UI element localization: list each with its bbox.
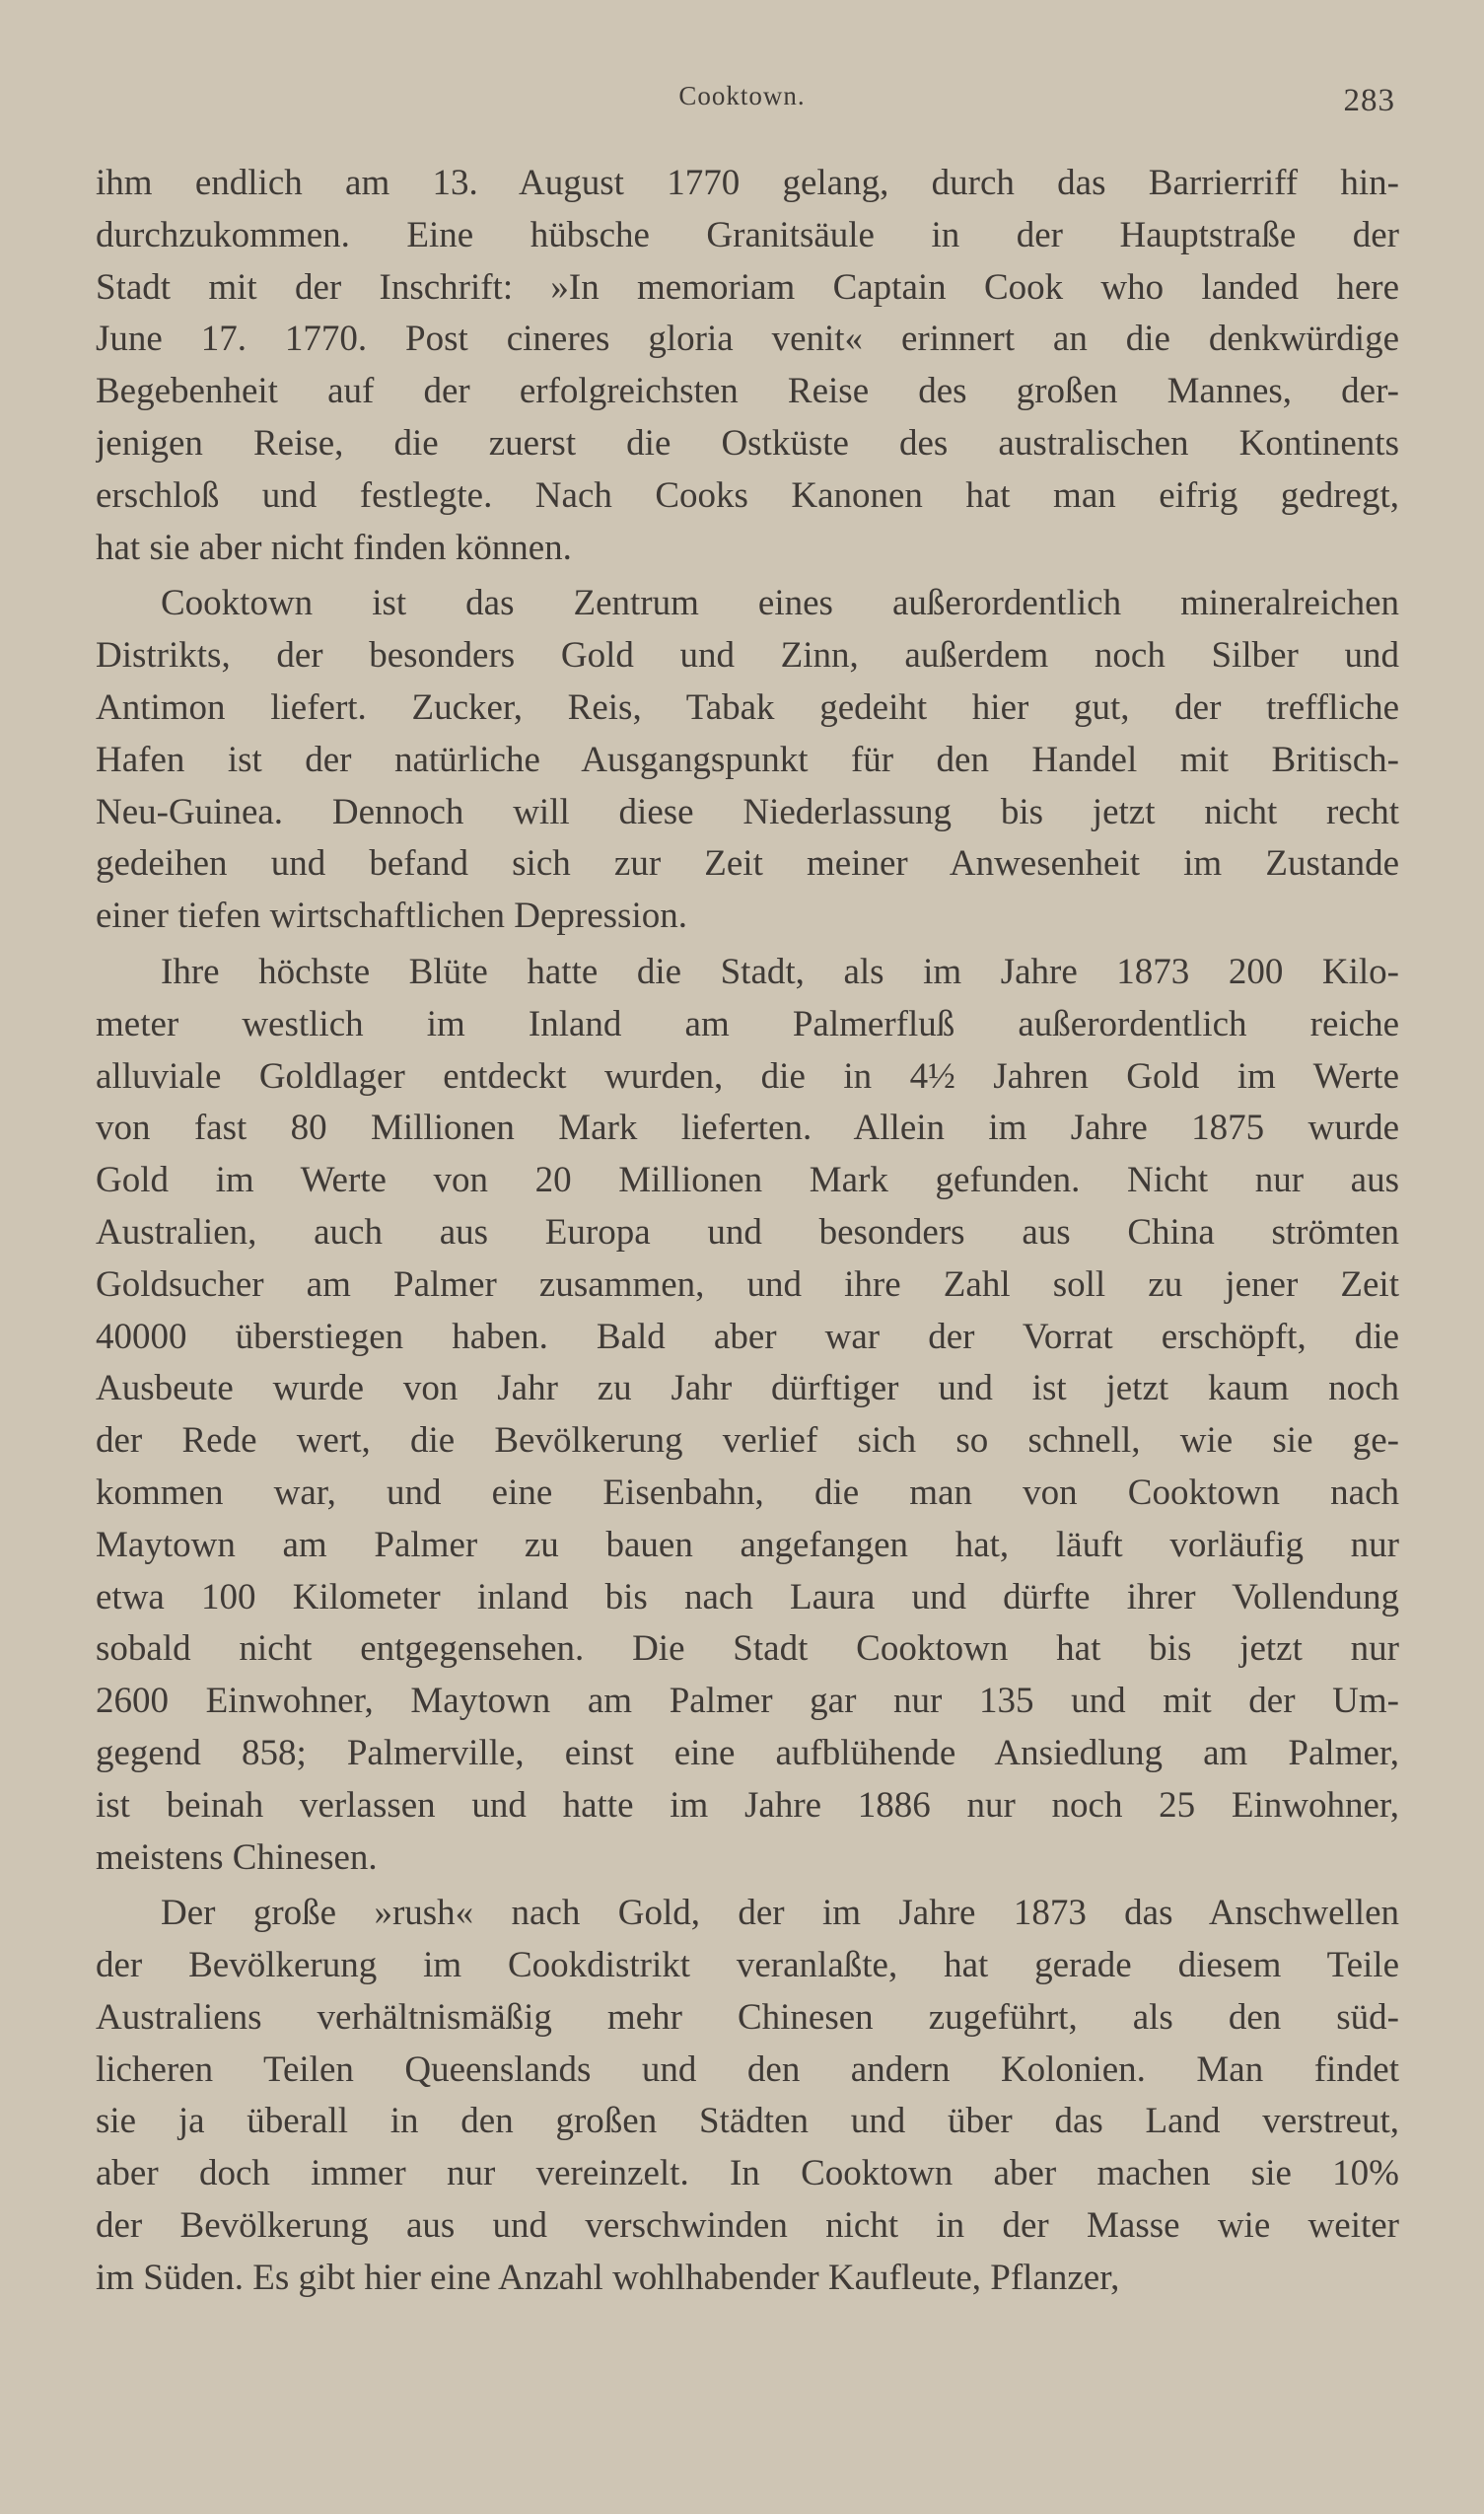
running-title: Cooktown. xyxy=(678,81,806,110)
text-line: aber doch immer nur vereinzelt. In Cooktown aber machen sie 10% xyxy=(96,2153,1399,2194)
text-line: licheren Teilen Queenslands und den andern Kolonien. Man findet xyxy=(96,2048,1399,2090)
text-line: Cooktown ist das Zentrum eines außerordentlich mineralreichen xyxy=(161,583,1399,624)
text-line: im Süden. Es gibt hier eine Anzahl wohlhabender Kaufleute, Pflanzer, xyxy=(96,2257,1120,2298)
text-line: Ihre höchste Blüte hatte die Stadt, als im Jahre 1873 200 Kilo- xyxy=(161,951,1399,992)
text-line: Australien, auch aus Europa und besonders aus China strömten xyxy=(96,1211,1399,1253)
text-line: alluviale Goldlager entdeckt wurden, die in 4½ Jahren Gold im Werte xyxy=(96,1055,1399,1097)
text-line: hat sie aber nicht finden können. xyxy=(96,527,572,568)
text-line: meistens Chinesen. xyxy=(96,1836,378,1878)
text-line: einer tiefen wirtschaftlichen Depression. xyxy=(96,896,687,937)
text-line: Der große »rush« nach Gold, der im Jahre 1873 das Anschwellen xyxy=(161,1893,1399,1934)
body-text xyxy=(96,158,1399,2305)
text-line: Ausbeute wurde von Jahr zu Jahr dürftiger und ist jetzt kaum noch xyxy=(96,1368,1399,1409)
text-line: durchzukommen. Eine hübsche Granitsäule in der Hauptstraße der xyxy=(96,214,1399,255)
text-line: sobald nicht entgegensehen. Die Stadt Cooktown hat bis jetzt nur xyxy=(96,1628,1399,1670)
text-line: jenigen Reise, die zuerst die Ostküste des australischen Kontinents xyxy=(96,422,1399,464)
text-line: ist beinah verlassen und hatte im Jahre 1886 nur noch 25 Einwohner, xyxy=(96,1784,1399,1826)
text-line: Australiens verhältnismäßig mehr Chinesen zugeführt, als den süd- xyxy=(96,1996,1399,2038)
text-line: Stadt mit der Inschrift: »In memoriam Captain Cook who landed here xyxy=(96,266,1399,308)
page-number: 283 xyxy=(1343,83,1395,118)
text-line: der Bevölkerung im Cookdistrikt veranlaßte, hat gerade diesem Teile xyxy=(96,1945,1399,1986)
text-line: sie ja überall in den großen Städten und über das Land verstreut, xyxy=(96,2101,1399,2142)
running-head xyxy=(0,77,1484,116)
text-line: meter westlich im Inland am Palmerfluß außerordentlich reiche xyxy=(96,1003,1399,1044)
text-line: der Rede wert, die Bevölkerung verlief sich so schnell, wie sie ge- xyxy=(96,1420,1399,1462)
text-line: Gold im Werte von 20 Millionen Mark gefunden. Nicht nur aus xyxy=(96,1160,1399,1201)
text-line: Goldsucher am Palmer zusammen, und ihre Zahl soll zu jener Zeit xyxy=(96,1263,1399,1305)
text-line: Begebenheit auf der erfolgreichsten Reise des großen Mannes, der- xyxy=(96,371,1399,412)
text-line: Hafen ist der natürliche Ausgangspunkt für den Handel mit Britisch- xyxy=(96,739,1399,780)
text-line: der Bevölkerung aus und verschwinden nicht in der Masse wie weiter xyxy=(96,2205,1399,2247)
text-line: erschloß und festlegte. Nach Cooks Kanonen hat man eifrig gedregt, xyxy=(96,474,1399,516)
text-line: gedeihen und befand sich zur Zeit meiner Anwesenheit im Zustande xyxy=(96,843,1399,885)
text-line: 40000 überstiegen haben. Bald aber war der Vorrat erschöpft, die xyxy=(96,1316,1399,1357)
text-line: von fast 80 Millionen Mark lieferten. Allein im Jahre 1875 wurde xyxy=(96,1108,1399,1149)
text-line: kommen war, und eine Eisenbahn, die man von Cooktown nach xyxy=(96,1472,1399,1513)
text-line: ihm endlich am 13. August 1770 gelang, durch das Barrierriff hin- xyxy=(96,163,1399,203)
text-line: 2600 Einwohner, Maytown am Palmer gar nur 135 und mit der Um- xyxy=(96,1681,1399,1722)
text-line: Neu-Guinea. Dennoch will diese Niederlassung bis jetzt nicht recht xyxy=(96,791,1399,832)
text-line: Antimon liefert. Zucker, Reis, Tabak gedeiht hier gut, der treffliche xyxy=(96,686,1399,728)
text-line: Distrikts, der besonders Gold und Zinn, außerdem noch Silber und xyxy=(96,635,1399,677)
text-line: etwa 100 Kilometer inland bis nach Laura und dürfte ihrer Vollendung xyxy=(96,1576,1399,1617)
text-line: Maytown am Palmer zu bauen angefangen hat, läuft vorläufig nur xyxy=(96,1524,1399,1565)
text-line: June 17. 1770. Post cineres gloria venit« erinnert an die denkwürdige xyxy=(96,319,1399,360)
text-line: gegend 858; Palmerville, einst eine aufblühende Ansiedlung am Palmer, xyxy=(96,1732,1399,1773)
